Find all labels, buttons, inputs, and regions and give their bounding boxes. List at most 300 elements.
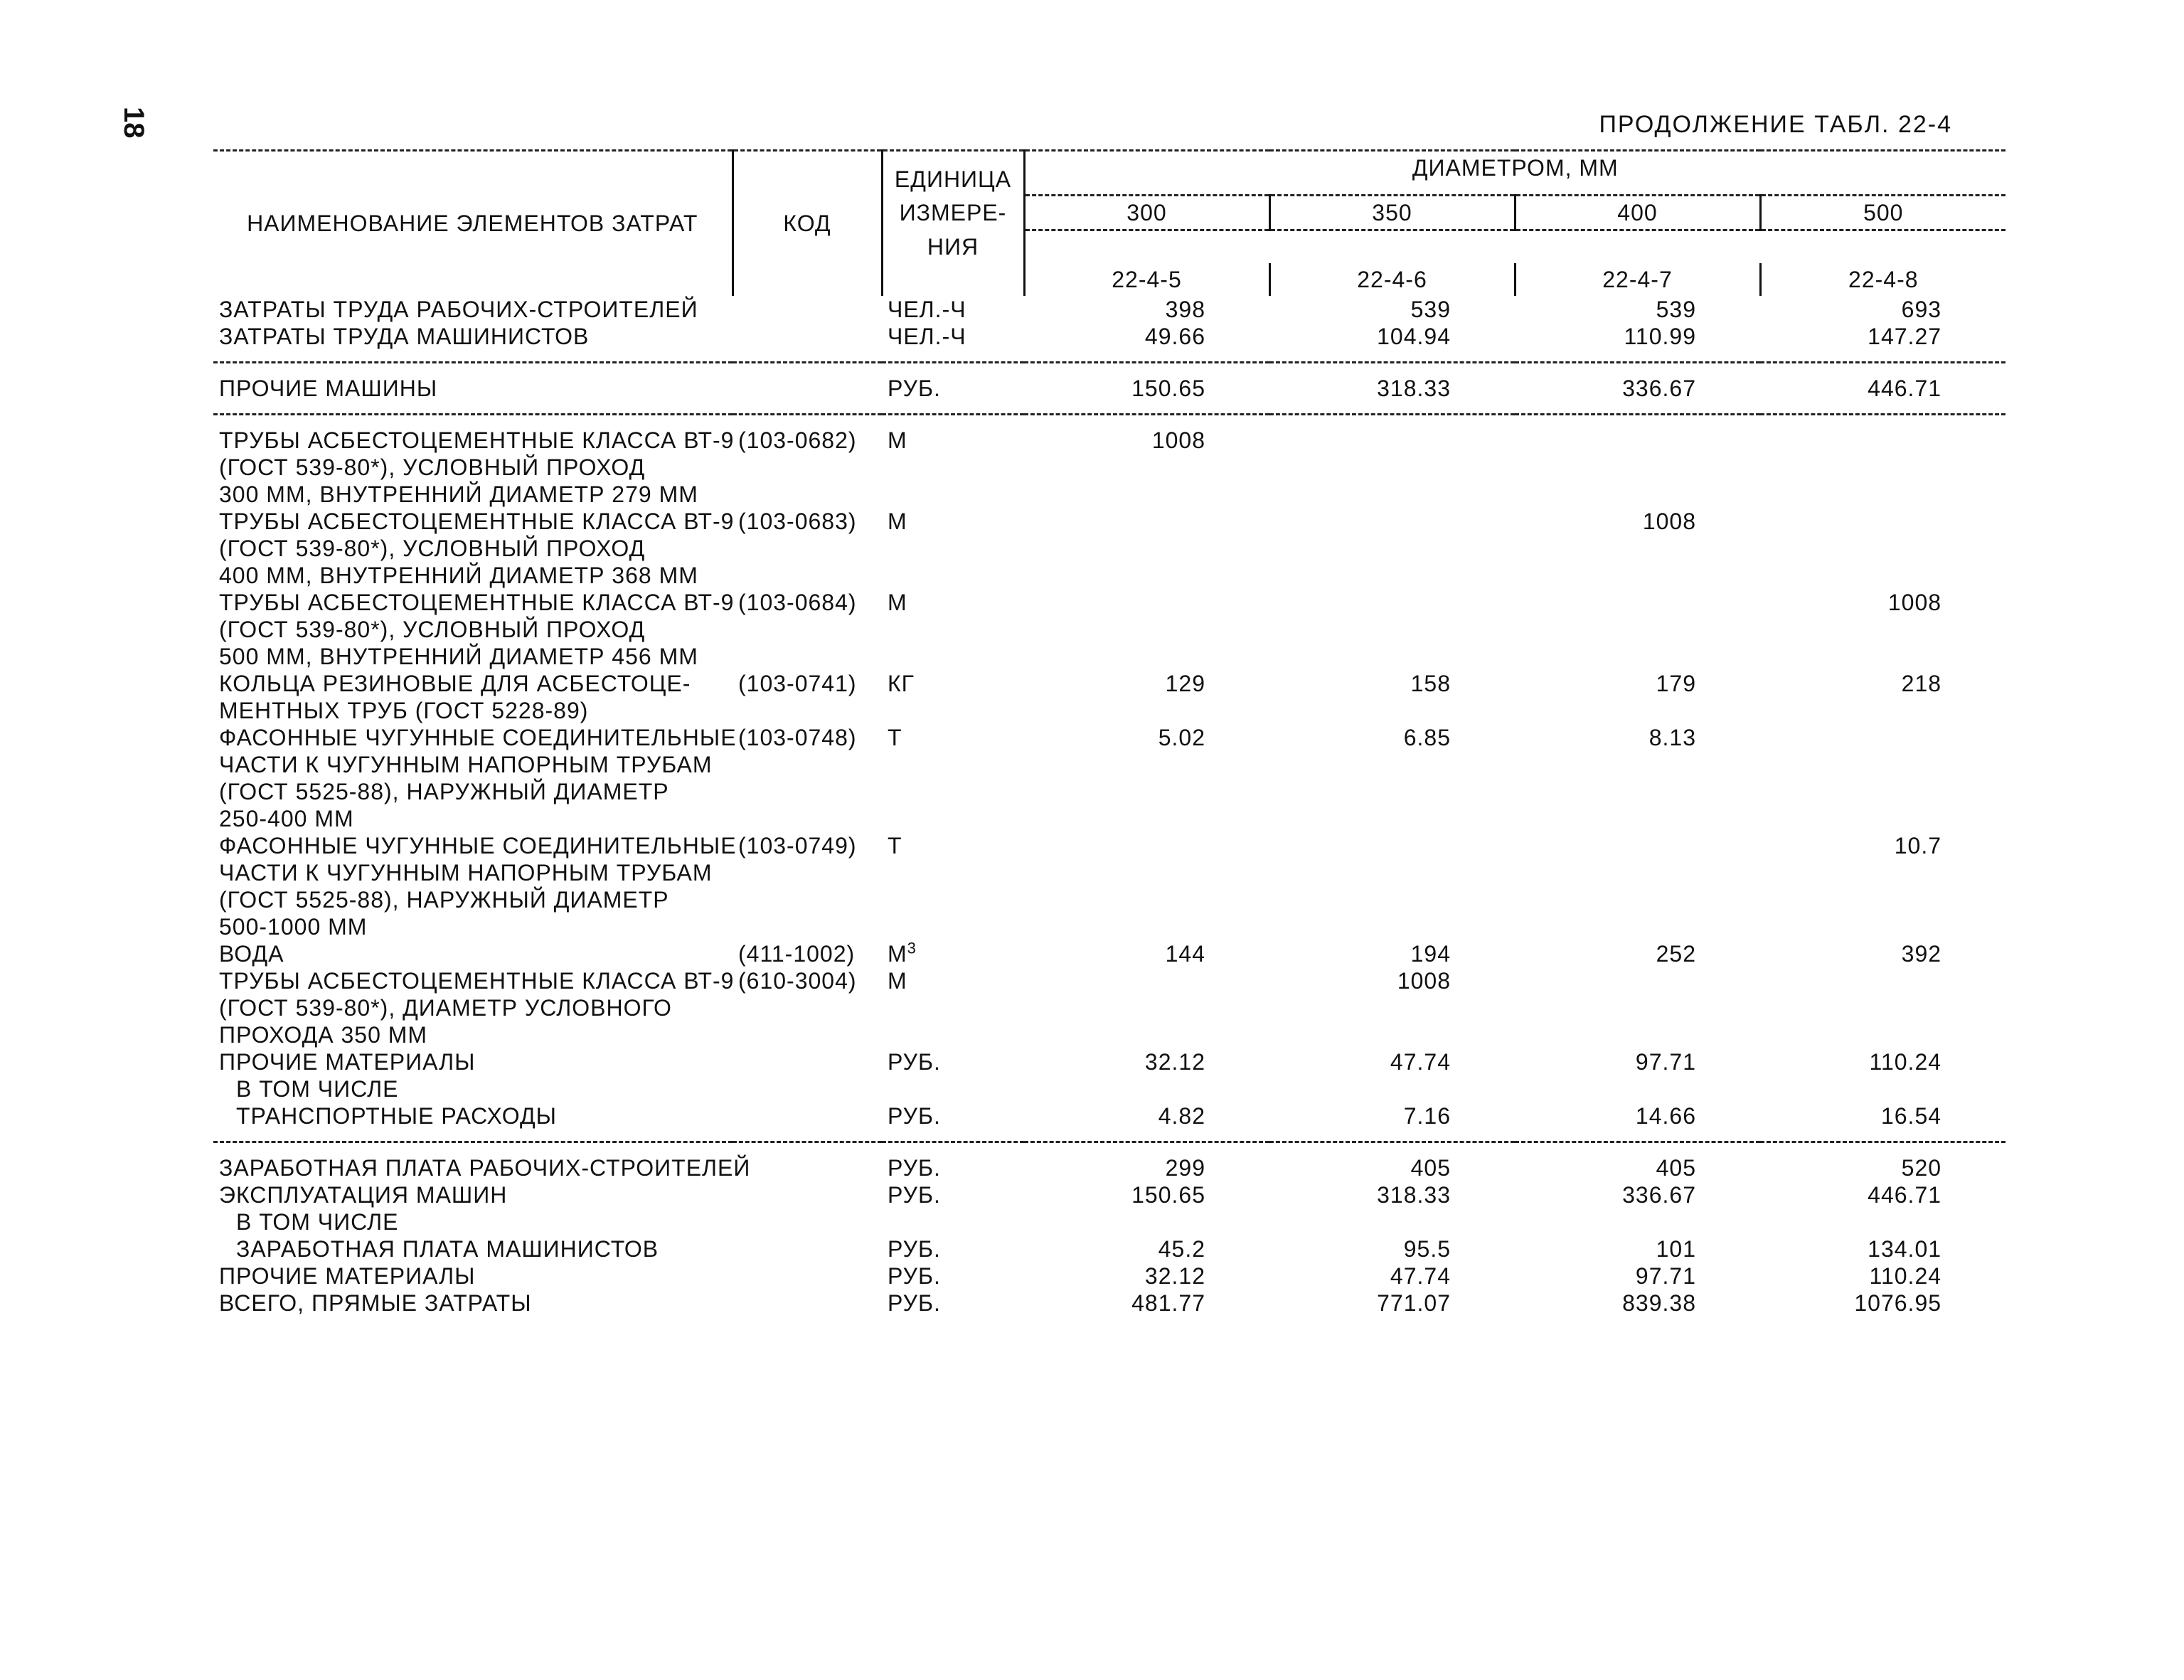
row-value: 1076.95 — [1854, 1290, 1942, 1316]
empty-cell — [1024, 886, 1269, 913]
table-row — [213, 1154, 2005, 1181]
empty-cell — [1515, 535, 1760, 562]
header-code-22-4-7: 22-4-7 — [1515, 263, 1760, 296]
row-value: 252 — [1656, 940, 1696, 967]
row-value: 49.66 — [1144, 323, 1205, 349]
row-name: ПРОХОДА 350 ММ — [219, 1021, 428, 1048]
row-name: В ТОМ ЧИСЛЕ — [236, 1075, 399, 1102]
empty-cell — [1515, 751, 1760, 778]
row-value — [1024, 1208, 1269, 1235]
row-value: 147.27 — [1868, 323, 1942, 349]
empty-cell — [1269, 643, 1515, 670]
row-name: (ГОСТ 539-80*), УСЛОВНЫЙ ПРОХОД — [219, 616, 646, 642]
row-unit: Т — [888, 832, 902, 858]
row-unit — [882, 1075, 1024, 1102]
empty-cell — [733, 454, 882, 481]
table-row — [213, 454, 2005, 481]
row-value: 1008 — [1151, 427, 1205, 453]
row-unit: РУБ. — [888, 1154, 941, 1181]
empty-cell — [1269, 751, 1515, 778]
row-value: 95.5 — [1403, 1235, 1451, 1262]
row-value: 1008 — [1642, 508, 1696, 534]
row-value: 446.71 — [1868, 375, 1942, 401]
header-diameter-400: 400 — [1515, 196, 1760, 230]
row-value — [1760, 967, 2005, 994]
empty-cell — [1515, 481, 1760, 508]
row-unit — [882, 1208, 1024, 1235]
row-name: ЗАРАБОТНАЯ ПЛАТА МАШИНИСТОВ — [236, 1235, 659, 1262]
empty-cell — [733, 535, 882, 562]
row-name: (ГОСТ 5525-88), НАРУЖНЫЙ ДИАМЕТР — [219, 778, 669, 804]
row-code: (103-0683) — [738, 508, 857, 534]
header-diameter-350: 350 — [1269, 196, 1515, 230]
row-name: ЧАСТИ К ЧУГУННЫМ НАПОРНЫМ ТРУБАМ — [219, 751, 713, 777]
row-value: 839.38 — [1622, 1290, 1696, 1316]
row-value: 4.82 — [1158, 1102, 1205, 1129]
empty-cell — [1024, 616, 1269, 643]
empty-cell — [1024, 454, 1269, 481]
row-name: 250-400 ММ — [219, 805, 354, 831]
empty-cell — [1760, 643, 2005, 670]
header-unit-3: НИЯ — [882, 230, 1024, 263]
header-unit-1: ЕДИНИЦА — [882, 151, 1024, 196]
empty-cell — [882, 697, 1024, 724]
empty-cell — [1760, 859, 2005, 886]
empty-cell — [1024, 805, 1269, 832]
row-value: 1008 — [1397, 967, 1451, 994]
row-name: ПРОЧИЕ МАТЕРИАЛЫ — [219, 1262, 476, 1289]
row-value: 150.65 — [1131, 375, 1205, 401]
row-value — [1269, 427, 1515, 454]
empty-cell — [1760, 994, 2005, 1021]
row-value — [1024, 589, 1269, 616]
empty-cell — [1024, 697, 1269, 724]
empty-cell — [733, 805, 882, 832]
row-value: 194 — [1410, 940, 1451, 967]
row-name: ФАСОННЫЕ ЧУГУННЫЕ СОЕДИНИТЕЛЬНЫЕ — [219, 724, 737, 750]
row-name: ЭКСПЛУАТАЦИЯ МАШИН — [219, 1181, 508, 1208]
header-unit-2: ИЗМЕРЕ- — [882, 196, 1024, 230]
row-value — [1024, 1075, 1269, 1102]
row-name: ЧАСТИ К ЧУГУННЫМ НАПОРНЫМ ТРУБАМ — [219, 859, 713, 886]
row-value: 32.12 — [1144, 1262, 1205, 1289]
row-code: (103-0749) — [738, 832, 857, 858]
empty-cell — [1269, 805, 1515, 832]
row-unit: ЧЕЛ.-Ч — [888, 323, 966, 349]
table-row — [213, 913, 2005, 940]
empty-cell — [1760, 454, 2005, 481]
row-value: 7.16 — [1403, 1102, 1451, 1129]
empty-cell — [1760, 481, 2005, 508]
empty-cell — [1760, 751, 2005, 778]
empty-cell — [1269, 994, 1515, 1021]
empty-cell — [1760, 1021, 2005, 1048]
row-value: 218 — [1901, 670, 1942, 696]
table-row — [213, 1235, 2005, 1262]
row-name: ВОДА — [219, 940, 284, 967]
row-value — [1515, 1075, 1760, 1102]
table-row — [213, 508, 2005, 535]
row-value: 520 — [1901, 1154, 1942, 1181]
empty-cell — [1024, 643, 1269, 670]
header-diameter-500: 500 — [1760, 196, 2005, 230]
row-code — [733, 1181, 882, 1208]
row-value: 6.85 — [1403, 724, 1451, 750]
empty-cell — [733, 1021, 882, 1048]
row-unit: М — [888, 967, 907, 994]
row-name: (ГОСТ 539-80*), УСЛОВНЫЙ ПРОХОД — [219, 535, 646, 561]
row-value: 129 — [1165, 670, 1205, 696]
empty-cell — [733, 913, 882, 940]
row-code: (103-0748) — [738, 724, 857, 750]
row-name: ФАСОННЫЕ ЧУГУННЫЕ СОЕДИНИТЕЛЬНЫЕ — [219, 832, 737, 858]
row-value — [1269, 1208, 1515, 1235]
table-row — [213, 778, 2005, 805]
row-value — [1024, 832, 1269, 859]
row-code: (103-0684) — [738, 589, 857, 615]
row-value: 446.71 — [1868, 1181, 1942, 1208]
row-code — [733, 1262, 882, 1290]
row-code — [733, 1048, 882, 1075]
empty-cell — [882, 805, 1024, 832]
empty-cell — [1515, 697, 1760, 724]
table-row — [213, 1021, 2005, 1048]
row-value — [1760, 1075, 2005, 1102]
row-name: ВСЕГО, ПРЯМЫЕ ЗАТРАТЫ — [219, 1290, 532, 1316]
row-value: 110.99 — [1624, 323, 1696, 349]
empty-cell — [882, 751, 1024, 778]
empty-cell — [733, 616, 882, 643]
row-value: 101 — [1656, 1235, 1696, 1262]
row-value: 539 — [1410, 296, 1451, 322]
row-code: (411-1002) — [738, 940, 856, 967]
row-code: (103-0741) — [738, 670, 857, 696]
row-name: (ГОСТ 539-80*), ДИАМЕТР УСЛОВНОГО — [219, 994, 672, 1021]
row-name: ТРУБЫ АСБЕСТОЦЕМЕНТНЫЕ КЛАССА ВТ-9 — [219, 427, 735, 453]
empty-cell — [1515, 994, 1760, 1021]
empty-cell — [1024, 994, 1269, 1021]
row-code — [733, 1154, 882, 1181]
row-code — [733, 323, 882, 350]
empty-cell — [1760, 616, 2005, 643]
row-value — [1760, 1208, 2005, 1235]
row-value: 539 — [1656, 296, 1696, 322]
empty-cell — [882, 1021, 1024, 1048]
row-unit: РУБ. — [888, 375, 941, 401]
row-value — [1269, 589, 1515, 616]
table-row — [213, 670, 2005, 697]
row-value: 693 — [1901, 296, 1942, 322]
empty-cell — [1024, 751, 1269, 778]
table-row — [213, 643, 2005, 670]
table-row — [213, 751, 2005, 778]
empty-cell — [1515, 454, 1760, 481]
row-unit: РУБ. — [888, 1048, 941, 1075]
empty-cell — [1269, 562, 1515, 589]
row-value: 8.13 — [1648, 724, 1696, 750]
row-value: 144 — [1165, 940, 1205, 967]
row-code — [733, 1290, 882, 1317]
empty-cell — [1269, 913, 1515, 940]
row-unit: М — [888, 589, 907, 615]
empty-cell — [1024, 913, 1269, 940]
empty-cell — [882, 562, 1024, 589]
empty-cell — [1269, 616, 1515, 643]
row-unit: Т — [888, 724, 902, 750]
table-row — [213, 323, 2005, 350]
row-value: 392 — [1901, 940, 1942, 967]
table-body — [213, 296, 2005, 1317]
empty-cell — [882, 886, 1024, 913]
table-row — [213, 1102, 2005, 1129]
empty-cell — [733, 886, 882, 913]
row-name: ТРУБЫ АСБЕСТОЦЕМЕНТНЫЕ КЛАССА ВТ-9 — [219, 589, 735, 615]
row-value — [1269, 1075, 1515, 1102]
row-value — [1515, 427, 1760, 454]
row-name: 400 ММ, ВНУТРЕННИЙ ДИАМЕТР 368 ММ — [219, 562, 698, 588]
empty-cell — [733, 697, 882, 724]
row-value: 134.01 — [1868, 1235, 1942, 1262]
row-value: 16.54 — [1880, 1102, 1942, 1129]
empty-cell — [1760, 778, 2005, 805]
table-row — [213, 994, 2005, 1021]
empty-cell — [882, 643, 1024, 670]
row-code: (103-0682) — [738, 427, 857, 453]
empty-cell — [1269, 886, 1515, 913]
row-name: ЗАТРАТЫ ТРУДА МАШИНИСТОВ — [219, 323, 590, 349]
empty-cell — [882, 481, 1024, 508]
table-row — [213, 1048, 2005, 1075]
empty-cell — [733, 562, 882, 589]
empty-cell — [882, 454, 1024, 481]
row-value: 336.67 — [1622, 375, 1696, 401]
empty-cell — [882, 535, 1024, 562]
row-value — [1760, 427, 2005, 454]
empty-cell — [1024, 859, 1269, 886]
row-value — [1024, 508, 1269, 535]
empty-cell — [1515, 616, 1760, 643]
row-value: 299 — [1165, 1154, 1205, 1181]
row-name: 500 ММ, ВНУТРЕННИЙ ДИАМЕТР 456 ММ — [219, 643, 698, 669]
header-code-22-4-6: 22-4-6 — [1269, 263, 1515, 296]
table-row — [213, 589, 2005, 616]
row-value — [1515, 967, 1760, 994]
row-value: 158 — [1410, 670, 1451, 696]
row-value: 10.7 — [1894, 832, 1942, 858]
empty-cell — [882, 778, 1024, 805]
row-value: 110.24 — [1869, 1048, 1942, 1075]
row-value: 97.71 — [1635, 1048, 1696, 1075]
empty-cell — [1269, 1021, 1515, 1048]
row-value: 47.74 — [1390, 1262, 1451, 1289]
empty-cell — [1515, 913, 1760, 940]
row-unit: РУБ. — [888, 1262, 941, 1289]
row-value: 110.24 — [1869, 1262, 1942, 1289]
row-unit: $М^3$ — [888, 938, 917, 967]
table-row — [213, 427, 2005, 454]
empty-cell — [1024, 562, 1269, 589]
row-code: (610-3004) — [738, 967, 857, 994]
empty-cell — [733, 994, 882, 1021]
row-value: 405 — [1656, 1154, 1696, 1181]
row-value — [1515, 1208, 1760, 1235]
table-row — [213, 1181, 2005, 1208]
empty-cell — [1760, 886, 2005, 913]
table-row — [213, 886, 2005, 913]
empty-cell — [1269, 535, 1515, 562]
row-name: ТРУБЫ АСБЕСТОЦЕМЕНТНЫЕ КЛАССА ВТ-9 — [219, 967, 735, 994]
table-row — [213, 481, 2005, 508]
row-unit: РУБ. — [888, 1181, 941, 1208]
empty-cell — [1760, 562, 2005, 589]
row-name: МЕНТНЫХ ТРУБ (ГОСТ 5228-89) — [219, 697, 589, 723]
row-value: 318.33 — [1377, 375, 1451, 401]
header-diameter: ДИАМЕТРОМ, ММ — [1024, 151, 2005, 185]
cost-table — [213, 149, 2005, 1317]
table-header — [213, 151, 2005, 296]
table-row — [213, 859, 2005, 886]
table-row — [213, 1262, 2005, 1290]
header-code-22-4-8: 22-4-8 — [1760, 263, 2005, 296]
row-value: 14.66 — [1635, 1102, 1696, 1129]
table-row — [213, 832, 2005, 859]
empty-cell — [1024, 481, 1269, 508]
page-number: 18 — [118, 107, 149, 139]
header-name: НАИМЕНОВАНИЕ ЭЛЕМЕНТОВ ЗАТРАТ — [213, 151, 733, 296]
row-value: 481.77 — [1131, 1290, 1205, 1316]
empty-cell — [1269, 859, 1515, 886]
row-value — [1515, 589, 1760, 616]
row-unit: РУБ. — [888, 1102, 941, 1129]
empty-cell — [1515, 1021, 1760, 1048]
row-value: 5.02 — [1158, 724, 1205, 750]
empty-cell — [1760, 535, 2005, 562]
table-row — [213, 562, 2005, 589]
row-name: (ГОСТ 539-80*), УСЛОВНЫЙ ПРОХОД — [219, 454, 646, 480]
row-value: 32.12 — [1144, 1048, 1205, 1075]
row-name: В ТОМ ЧИСЛЕ — [236, 1208, 399, 1235]
row-name: КОЛЬЦА РЕЗИНОВЫЕ ДЛЯ АСБЕСТОЦЕ- — [219, 670, 691, 696]
empty-cell — [733, 481, 882, 508]
row-unit: М — [888, 427, 907, 453]
table-continuation-caption: ПРОДОЛЖЕНИЕ ТАБЛ. 22-4 — [1599, 111, 1952, 138]
empty-cell — [733, 859, 882, 886]
empty-cell — [733, 643, 882, 670]
row-unit: ЧЕЛ.-Ч — [888, 296, 966, 322]
row-value — [1024, 967, 1269, 994]
row-value: 150.65 — [1131, 1181, 1205, 1208]
empty-cell — [882, 616, 1024, 643]
empty-cell — [1269, 697, 1515, 724]
row-value — [1760, 508, 2005, 535]
row-name: 500-1000 ММ — [219, 913, 368, 940]
table-row — [213, 697, 2005, 724]
row-value — [1515, 832, 1760, 859]
empty-cell — [882, 994, 1024, 1021]
row-value: 771.07 — [1377, 1290, 1451, 1316]
row-name: 300 ММ, ВНУТРЕННИЙ ДИАМЕТР 279 ММ — [219, 481, 698, 507]
row-value: 45.2 — [1158, 1235, 1205, 1262]
empty-cell — [1515, 859, 1760, 886]
table-row — [213, 616, 2005, 643]
row-unit: РУБ. — [888, 1290, 941, 1316]
row-value — [1760, 724, 2005, 751]
row-name: ПРОЧИЕ МАТЕРИАЛЫ — [219, 1048, 476, 1075]
table-row — [213, 1075, 2005, 1102]
row-value: 398 — [1165, 296, 1205, 322]
empty-cell — [1760, 697, 2005, 724]
row-value: 405 — [1410, 1154, 1451, 1181]
empty-cell — [882, 913, 1024, 940]
empty-cell — [1024, 1021, 1269, 1048]
table-row — [213, 940, 2005, 967]
row-unit: М — [888, 508, 907, 534]
empty-cell — [1269, 481, 1515, 508]
row-value — [1269, 508, 1515, 535]
empty-cell — [1515, 886, 1760, 913]
row-name: ТРАНСПОРТНЫЕ РАСХОДЫ — [236, 1102, 557, 1129]
row-name: ТРУБЫ АСБЕСТОЦЕМЕНТНЫЕ КЛАССА ВТ-9 — [219, 508, 735, 534]
table-row — [213, 535, 2005, 562]
row-unit: РУБ. — [888, 1235, 941, 1262]
empty-cell — [1024, 535, 1269, 562]
row-name: (ГОСТ 5525-88), НАРУЖНЫЙ ДИАМЕТР — [219, 886, 669, 913]
header-diameter-300: 300 — [1024, 196, 1269, 230]
row-name: ПРОЧИЕ МАШИНЫ — [219, 375, 438, 401]
row-value: 104.94 — [1377, 323, 1451, 349]
empty-cell — [882, 859, 1024, 886]
table-row — [213, 1208, 2005, 1235]
table-row — [213, 805, 2005, 832]
empty-cell — [733, 778, 882, 805]
empty-cell — [1515, 778, 1760, 805]
row-code — [733, 1075, 882, 1102]
table-row — [213, 724, 2005, 751]
empty-cell — [1024, 778, 1269, 805]
row-unit: КГ — [888, 670, 915, 696]
empty-cell — [1515, 562, 1760, 589]
row-value — [1269, 832, 1515, 859]
row-code — [733, 1235, 882, 1262]
cost-table-sheet — [213, 149, 2005, 1317]
empty-cell — [1515, 805, 1760, 832]
row-code — [733, 375, 882, 402]
row-code — [733, 1102, 882, 1129]
table-row — [213, 1290, 2005, 1317]
row-value: 318.33 — [1377, 1181, 1451, 1208]
table-row — [213, 967, 2005, 994]
row-value: 97.71 — [1635, 1262, 1696, 1289]
row-value: 336.67 — [1622, 1181, 1696, 1208]
table-row — [213, 375, 2005, 402]
row-value: 1008 — [1887, 589, 1942, 615]
row-value: 179 — [1656, 670, 1696, 696]
empty-cell — [1760, 805, 2005, 832]
row-code — [733, 1208, 882, 1235]
empty-cell — [1269, 778, 1515, 805]
row-name: ЗАРАБОТНАЯ ПЛАТА РАБОЧИХ-СТРОИТЕЛЕЙ — [219, 1154, 751, 1181]
row-value: 47.74 — [1390, 1048, 1451, 1075]
header-code: КОД — [733, 151, 882, 296]
table-row — [213, 296, 2005, 323]
row-name: ЗАТРАТЫ ТРУДА РАБОЧИХ-СТРОИТЕЛЕЙ — [219, 296, 698, 322]
empty-cell — [1515, 643, 1760, 670]
row-code — [733, 296, 882, 323]
empty-cell — [733, 751, 882, 778]
header-code-22-4-5: 22-4-5 — [1024, 263, 1269, 296]
empty-cell — [1269, 454, 1515, 481]
empty-cell — [1760, 913, 2005, 940]
